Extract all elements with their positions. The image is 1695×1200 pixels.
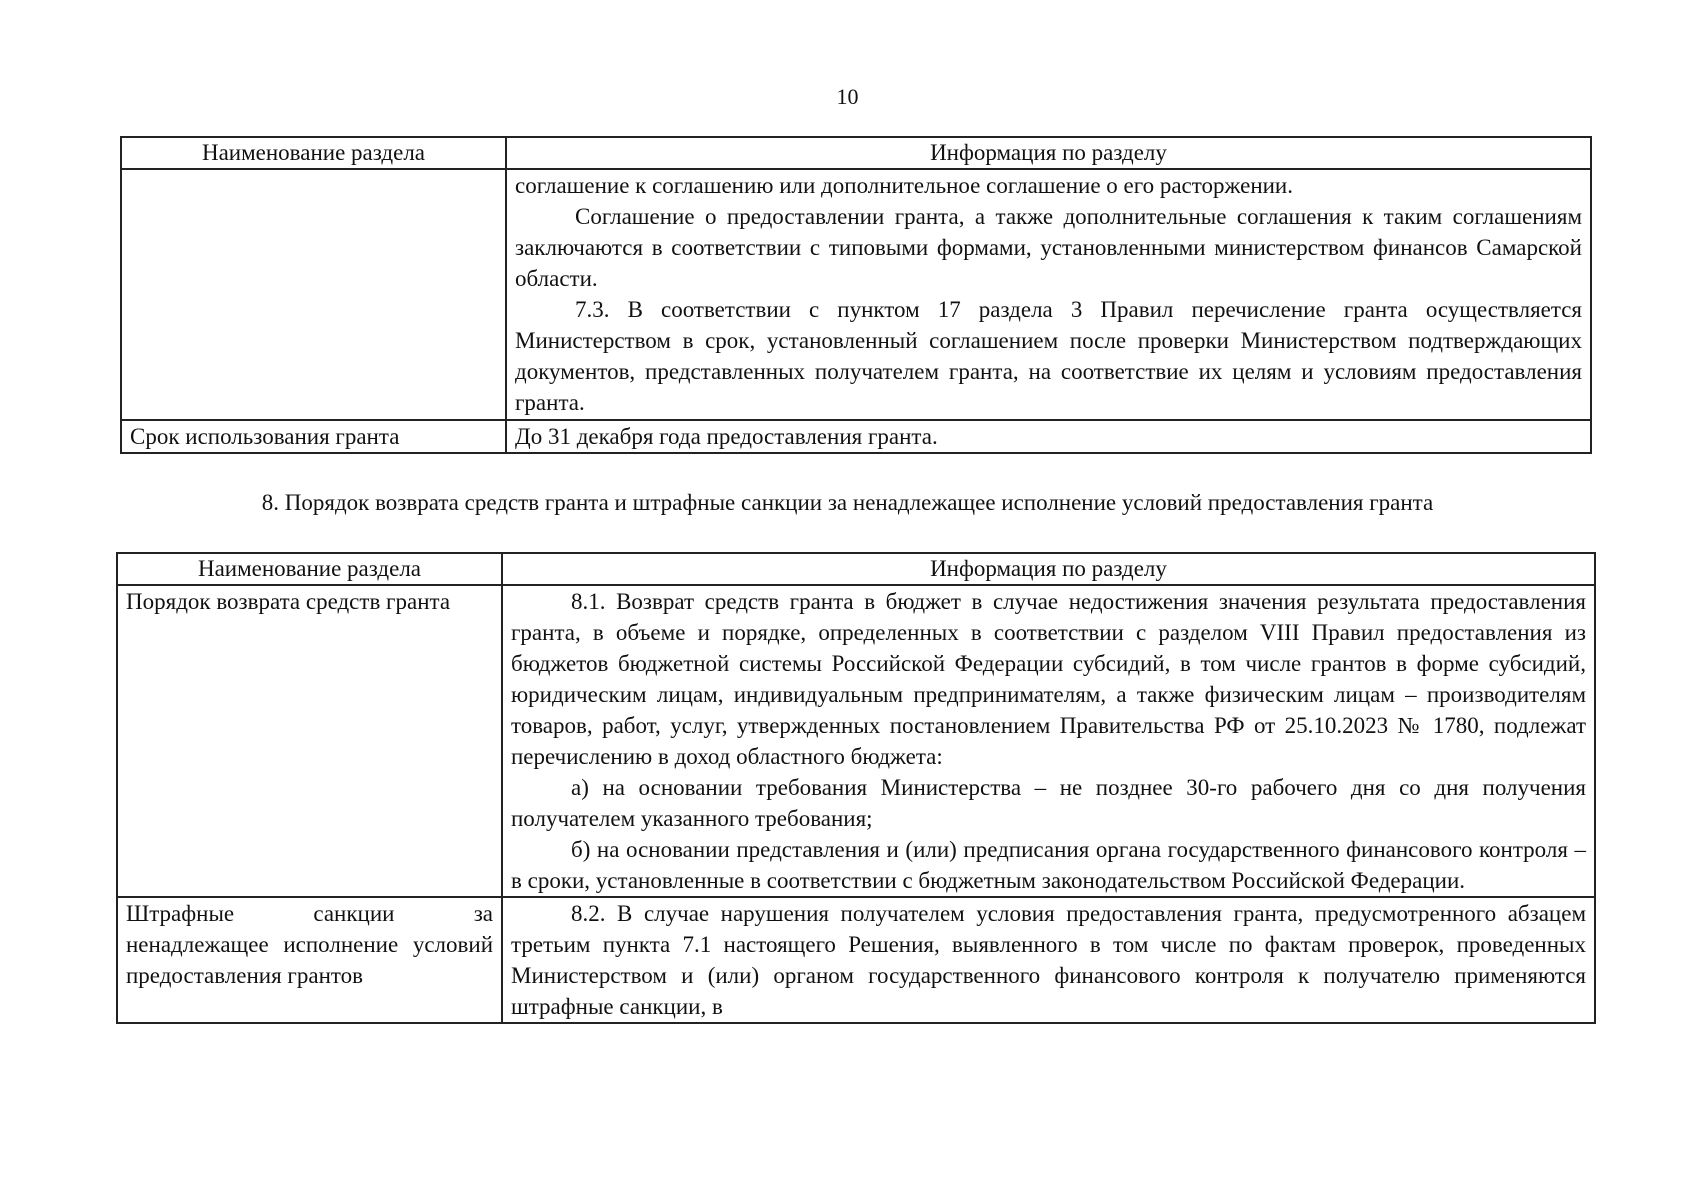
header-section-name: Наименование раздела (117, 553, 502, 585)
section-info-cell (506, 169, 1591, 420)
section-name-cell: Порядок возврата средств гранта (117, 585, 502, 897)
section7-table (120, 136, 1592, 454)
header-section-info: Информация по разделу (506, 137, 1591, 169)
table-row (121, 169, 1591, 420)
section-name-cell: Штрафные санкции за ненадлежащее исполнение условий предоставления грантов (117, 897, 502, 1023)
table-header-row (121, 137, 1591, 169)
header-section-name: Наименование раздела (121, 137, 506, 169)
section-name-cell: Срок использования гранта (121, 420, 506, 453)
paragraph: 8.1. Возврат средств гранта в бюджет в случае недостижения значения результата предоставления гранта, в объеме и порядке, определенных в соответствии с разделом VIII Правил предоставления из бюджетов бюджетной системы Российской Федерации субсидий, в том числе грантов в форме субсидий, юридическим лицам, индивидуальным предпринимателям, а также физическим лицам – производителям товаров, работ, услуг, утвержденных постановлением Правительства РФ от 25.10.2023 № 1780, подлежат перечислению в доход областного бюджета: (511, 589, 1586, 769)
paragraph: а) на основании требования Министерства – не позднее 30-го рабочего дня со дня получения получателем указанного требования; (511, 775, 1586, 831)
section-info-cell (502, 897, 1595, 1023)
table-row (117, 585, 1595, 897)
paragraph: Соглашение о предоставлении гранта, а также дополнительные соглашения к таким соглашениям заключаются в соответствии с типовыми формами, установленными министерством финансов Самарской области. (515, 204, 1582, 291)
table-header-row (117, 553, 1595, 585)
paragraph: соглашение к соглашению или дополнительное соглашение о его расторжении. (515, 173, 1293, 198)
section-info-cell (502, 585, 1595, 897)
section-info-cell (506, 420, 1591, 453)
paragraph: 7.3. В соответствии с пунктом 17 раздела 3 Правил перечисление гранта осуществляется Министерством в срок, установленный соглашением после проверки Министерством подтверждающих документов, представленных получателем гранта, на соответствие их целям и условиям предоставления гранта. (515, 297, 1582, 415)
paragraph: До 31 декабря года предоставления гранта. (515, 424, 938, 449)
page-number: 10 (836, 84, 859, 109)
table-row (121, 420, 1591, 453)
section-name-cell (121, 169, 506, 420)
table-row (117, 897, 1595, 1023)
paragraph: 8.2. В случае нарушения получателем условия предоставления гранта, предусмотренного абзацем третьим пункта 7.1 настоящего Решения, выявленного в том числе по фактам проверок, проведенных Министерством и (или) органом государственного финансового контроля к получателю применяются штрафные санкции, в (511, 901, 1586, 1019)
section8-table (116, 552, 1596, 1024)
paragraph: б) на основании представления и (или) предписания органа государственного финансового контроля – в сроки, установленные в соответствии с бюджетным законодательством Российской Федерации. (511, 837, 1586, 893)
section-heading: 8. Порядок возврата средств гранта и штрафные санкции за ненадлежащее исполнение условий предоставления гранта (261, 490, 1434, 515)
header-section-info: Информация по разделу (502, 553, 1595, 585)
